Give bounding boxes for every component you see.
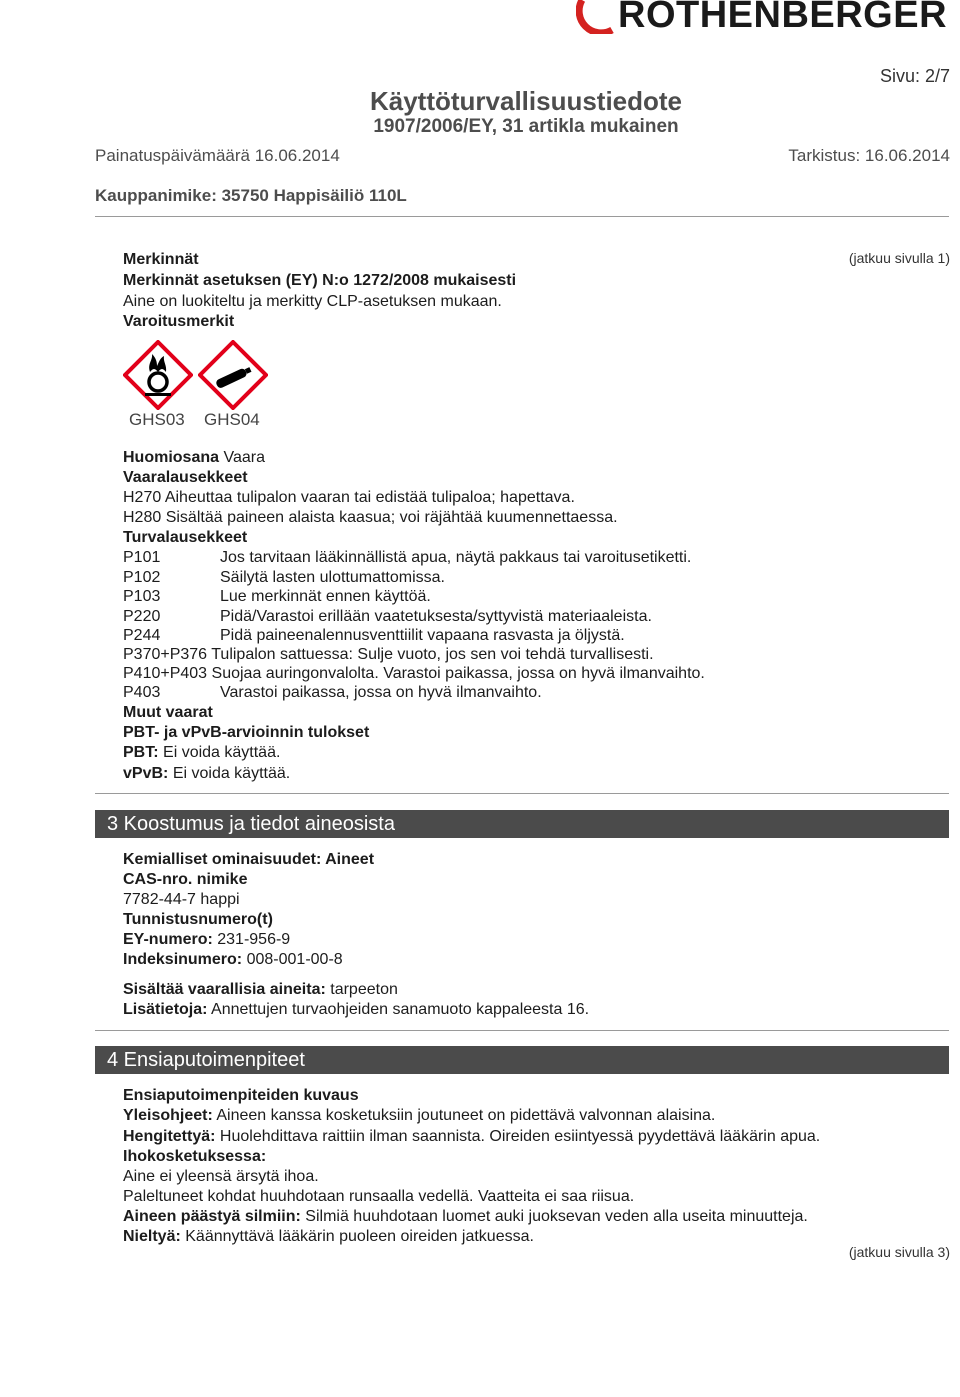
hazard-heading: Vaaralausekkeet xyxy=(123,469,248,486)
general-advice xyxy=(123,1106,715,1126)
pbt-label: PBT: xyxy=(123,744,159,761)
skin-contact-line: Paleltuneet kohdat huuhdotaan runsaalla vedellä. Vaatteita ei saa riisua. xyxy=(123,1188,635,1205)
cas-value: 7782-44-7 happi xyxy=(123,891,240,908)
precaution-code: P370+P376 xyxy=(123,646,208,663)
precaution-row xyxy=(123,664,705,684)
inhalation-value: Huolehdittava raittiin ilman saannista. Oireiden esiintyessä pyydettävä lääkärin apua. xyxy=(219,1128,821,1145)
precaution-text: Tulipalon sattuessa: Sulje vuoto, jos sen voi tehdä turvallisesti. xyxy=(211,646,654,663)
document-subtitle: 1907/2006/EY, 31 artikla mukainen xyxy=(373,116,679,137)
ingestion-advice xyxy=(123,1227,534,1247)
section-4-title: 4 Ensiaputoimenpiteet xyxy=(107,1049,305,1071)
ec-value: 231-956-9 xyxy=(217,931,291,948)
general-value: Aineen kanssa kosketuksiin joutuneet on pidettävä valvonnan alaisina. xyxy=(216,1107,716,1124)
section-4-header xyxy=(95,1046,949,1074)
section-3-title: 3 Koostumus ja tiedot aineosista xyxy=(107,813,395,835)
precaution-row xyxy=(123,587,431,607)
precaution-text: Lue merkinnät ennen käyttöä. xyxy=(220,588,431,605)
pictogram-code-ghs04: GHS04 xyxy=(204,410,260,429)
chemical-characterization: Kemialliset ominaisuudet: Aineet xyxy=(123,851,375,868)
precaution-text: Varastoi paikassa, jossa on hyvä ilmanvaihto. xyxy=(220,684,542,701)
first-aid-description-heading: Ensiaputoimenpiteiden kuvaus xyxy=(123,1087,359,1104)
continued-from: (jatkuu sivulla 1) xyxy=(848,250,950,266)
precaution-row xyxy=(123,607,652,627)
identification-heading: Tunnistusnumero(t) xyxy=(123,911,273,928)
labelling-regulation: Merkinnät asetuksen (EY) N:o 1272/2008 mukaisesti xyxy=(123,272,517,289)
precaution-code: P102 xyxy=(123,569,161,586)
vpvb-value: Ei voida käyttää. xyxy=(172,765,291,782)
precaution-row xyxy=(123,626,625,646)
inhalation-label: Hengitettyä: xyxy=(123,1128,216,1145)
precaution-row xyxy=(123,548,691,568)
precaution-text: Säilytä lasten ulottumattomissa. xyxy=(220,569,445,586)
precaution-code: P410+P403 xyxy=(123,665,208,682)
precaution-heading: Turvalausekkeet xyxy=(123,529,248,546)
precaution-row xyxy=(123,645,654,665)
pictogram-code-ghs03: GHS03 xyxy=(129,410,185,429)
pbt-value: Ei voida käyttää. xyxy=(163,744,281,761)
cas-heading: CAS-nro. nimike xyxy=(123,871,248,888)
pbt-result xyxy=(123,743,280,763)
vpvb-result xyxy=(123,764,290,784)
section-divider xyxy=(95,1030,949,1031)
print-date: Painatuspäivämäärä 16.06.2014 xyxy=(95,146,340,165)
precaution-text: Pidä paineenalennusventtiilit vapaana rasvasta ja öljystä. xyxy=(220,627,625,644)
labelling-classified: Aine on luokiteltu ja merkitty CLP-asetuksen mukaan. xyxy=(123,293,502,310)
precaution-text: Suojaa auringonvalolta. Varastoi paikassa, jossa on hyvä ilmanvaihto. xyxy=(211,665,705,682)
hazardous-label: Sisältää vaarallisia aineita: xyxy=(123,981,326,998)
vpvb-label: vPvB: xyxy=(123,765,169,782)
skin-contact-label: Ihokosketuksessa: xyxy=(123,1148,267,1165)
skin-contact-line: Aine ei yleensä ärsytä ihoa. xyxy=(123,1168,319,1185)
document-title: Käyttöturvallisuustiedote xyxy=(369,86,683,116)
ec-number xyxy=(123,930,290,950)
trade-name: Kauppanimike: 35750 Happisäiliö 110L xyxy=(95,186,407,205)
section-3-header xyxy=(95,810,949,838)
general-label: Yleisohjeet: xyxy=(123,1107,213,1124)
swallow-value: Käännyttävä lääkärin puoleen oireiden jatkuessa. xyxy=(185,1228,534,1245)
inhalation-advice xyxy=(123,1127,820,1147)
additional-value: Annettujen turvaohjeiden sanamuoto kappaleesta 16. xyxy=(211,1001,590,1018)
precaution-text: Jos tarvitaan lääkinnällistä apua, näytä pakkaus tai varoitusetiketti. xyxy=(220,549,692,566)
precaution-row xyxy=(123,568,445,588)
additional-info xyxy=(123,1000,589,1020)
eye-label: Aineen päästyä silmiin: xyxy=(123,1208,301,1225)
gas-cylinder-icon xyxy=(198,340,268,410)
hazardous-value: tarpeeton xyxy=(330,981,398,998)
labelling-heading: Merkinnät xyxy=(123,251,199,268)
index-value: 008-001-00-8 xyxy=(246,951,343,968)
pbt-heading: PBT- ja vPvB-arvioinnin tulokset xyxy=(123,724,370,741)
signal-word-value: Vaara xyxy=(223,449,265,466)
other-hazards-heading: Muut vaarat xyxy=(123,704,213,721)
revision-date: Tarkistus: 16.06.2014 xyxy=(788,146,950,165)
signal-word xyxy=(123,448,265,468)
index-number xyxy=(123,950,343,970)
company-logo: ROTHENBERGER xyxy=(618,0,948,36)
page-number: Sivu: 2/7 xyxy=(879,66,950,86)
ec-label: EY-numero: xyxy=(123,931,213,948)
signal-word-label: Huomiosana xyxy=(123,449,220,466)
precaution-row xyxy=(123,683,542,703)
flame-over-circle-icon xyxy=(123,340,193,410)
hazard-statement: H270 Aiheuttaa tulipalon vaaran tai edistää tulipaloa; hapettava. xyxy=(123,489,575,506)
precaution-code: P103 xyxy=(123,588,161,605)
section-divider xyxy=(95,793,949,794)
pictograms-heading: Varoitusmerkit xyxy=(123,313,235,330)
hazard-statement: H280 Sisältää paineen alaista kaasua; voi räjähtää kuumennettaessa. xyxy=(123,509,618,526)
precaution-code: P220 xyxy=(123,608,161,625)
precaution-text: Pidä/Varastoi erillään vaatetuksesta/syttyvistä materiaaleista. xyxy=(220,608,652,625)
precaution-code: P101 xyxy=(123,549,161,566)
precaution-code: P403 xyxy=(123,684,161,701)
eye-contact-advice xyxy=(123,1207,808,1227)
logo-mark-icon xyxy=(576,0,616,34)
header-divider xyxy=(95,216,949,217)
hazardous-substances xyxy=(123,980,398,1000)
eye-value: Silmiä huuhdotaan luomet auki juoksevan veden alla useita minuutteja. xyxy=(305,1208,808,1225)
index-label: Indeksinumero: xyxy=(123,951,243,968)
additional-label: Lisätietoja: xyxy=(123,1001,208,1018)
continued-to: (jatkuu sivulla 3) xyxy=(848,1244,950,1260)
swallow-label: Nieltyä: xyxy=(123,1228,181,1245)
precaution-code: P244 xyxy=(123,627,161,644)
